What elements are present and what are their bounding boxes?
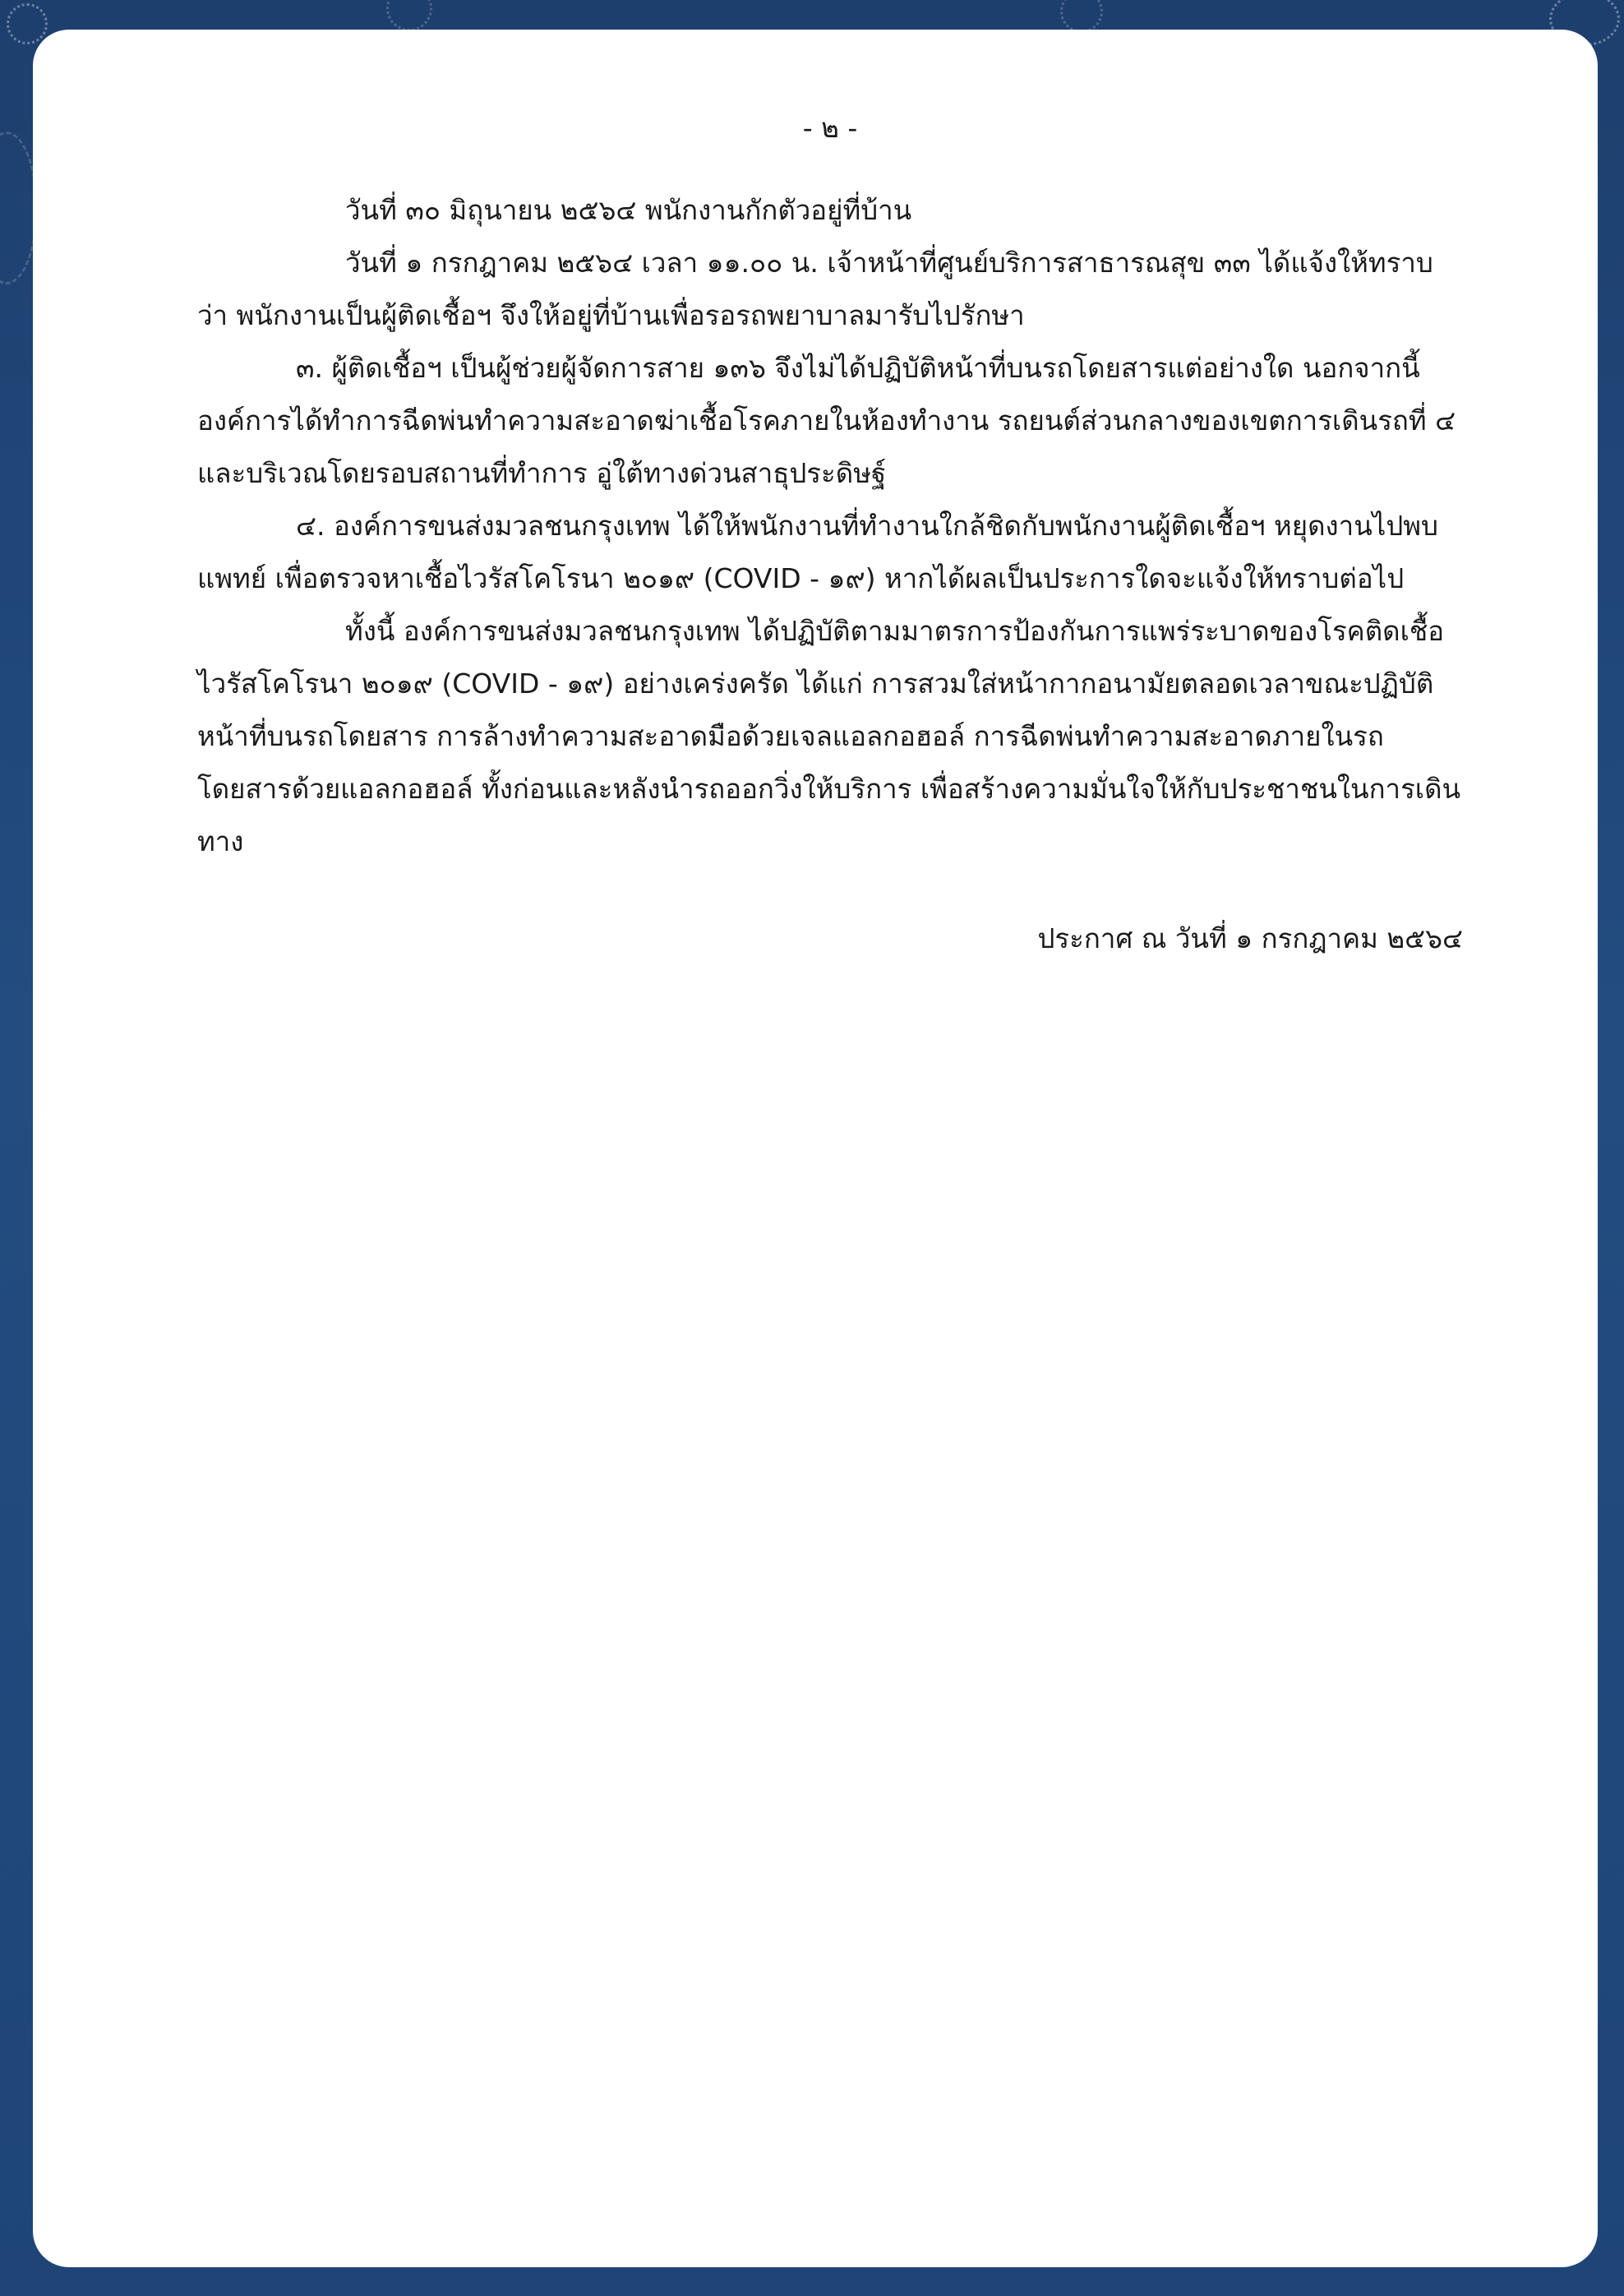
document-body [197, 104, 1463, 992]
paragraph-june-30: วันที่ ๓๐ มิถุนายน ๒๕๖๔ พนักงานกักตัวอยู่ที่บ้าน [345, 194, 912, 226]
paragraph-july-1-notice: วันที่ ๑ กรกฎาคม ๒๕๖๔ เวลา ๑๑.๐๐ น. เจ้าหน้าที่ศูนย์บริการสาธารณสุข ๓๓ ได้แจ้งให้ทราบว่า พนักงานเป็นผู้ติดเชื้อฯ จึงให้อยู่ที่บ้านเพื่อรอรถพยาบาลมารับไปรักษา [197, 247, 1433, 331]
page-number: - ๒ - [802, 112, 858, 144]
document-page [33, 30, 1598, 2267]
virus-decoration-icon [7, 3, 48, 44]
paragraph-item-3: ๓. ผู้ติดเชื้อฯ เป็นผู้ช่วยผู้จัดการสาย ๑๓๖ จึงไม่ได้ปฏิบัติหน้าที่บนรถโดยสารแต่อย่างใด นอกจากนี้องค์การได้ทำการฉีดพ่นทำความสะอาดฆ่าเชื้อโรคภายในห้องทำงาน รถยนต์ส่วนกลางของเขตการเดินรถที่ ๔ และบริเวณโดยรอบสถานที่ทำการ อู่ใต้ทางด่วนสาธุประดิษฐ์ [197, 352, 1456, 489]
paragraph-item-4: ๔. องค์การขนส่งมวลชนกรุงเทพ ได้ให้พนักงานที่ทำงานใกล้ชิดกับพนักงานผู้ติดเชื้อฯ หยุดงานไปพบแพทย์ เพื่อตรวจหาเชื้อไวรัสโคโรนา ๒๐๑๙ (COVID - ๑๙) หากได้ผลเป็นประการใดจะแจ้งให้ทราบต่อไป [197, 510, 1438, 594]
paragraph-preventive-measures: ทั้งนี้ องค์การขนส่งมวลชนกรุงเทพ ได้ปฏิบัติตามมาตรการป้องกันการแพร่ระบาดของโรคติดเชื้อไวรัสโคโรนา ๒๐๑๙ (COVID - ๑๙) อย่างเคร่งครัด ได้แก่ การสวมใส่หน้ากากอนามัยตลอดเวลาขณะปฏิบัติหน้าที่บนรถโดยสาร การล้างทำความสะอาดมือด้วยเจลแอลกอฮอล์ การฉีดพ่นทำความสะอาดภายในรถโดยสารด้วยแอลกอฮอล์ ทั้งก่อนและหลังนำรถออกวิ่งให้บริการ เพื่อสร้างความมั่นใจให้กับประชาชนในการเดินทาง [197, 615, 1461, 857]
announcement-date-signature: ประกาศ ณ วันที่ ๑ กรกฎาคม ๒๕๖๔ [1037, 922, 1463, 954]
